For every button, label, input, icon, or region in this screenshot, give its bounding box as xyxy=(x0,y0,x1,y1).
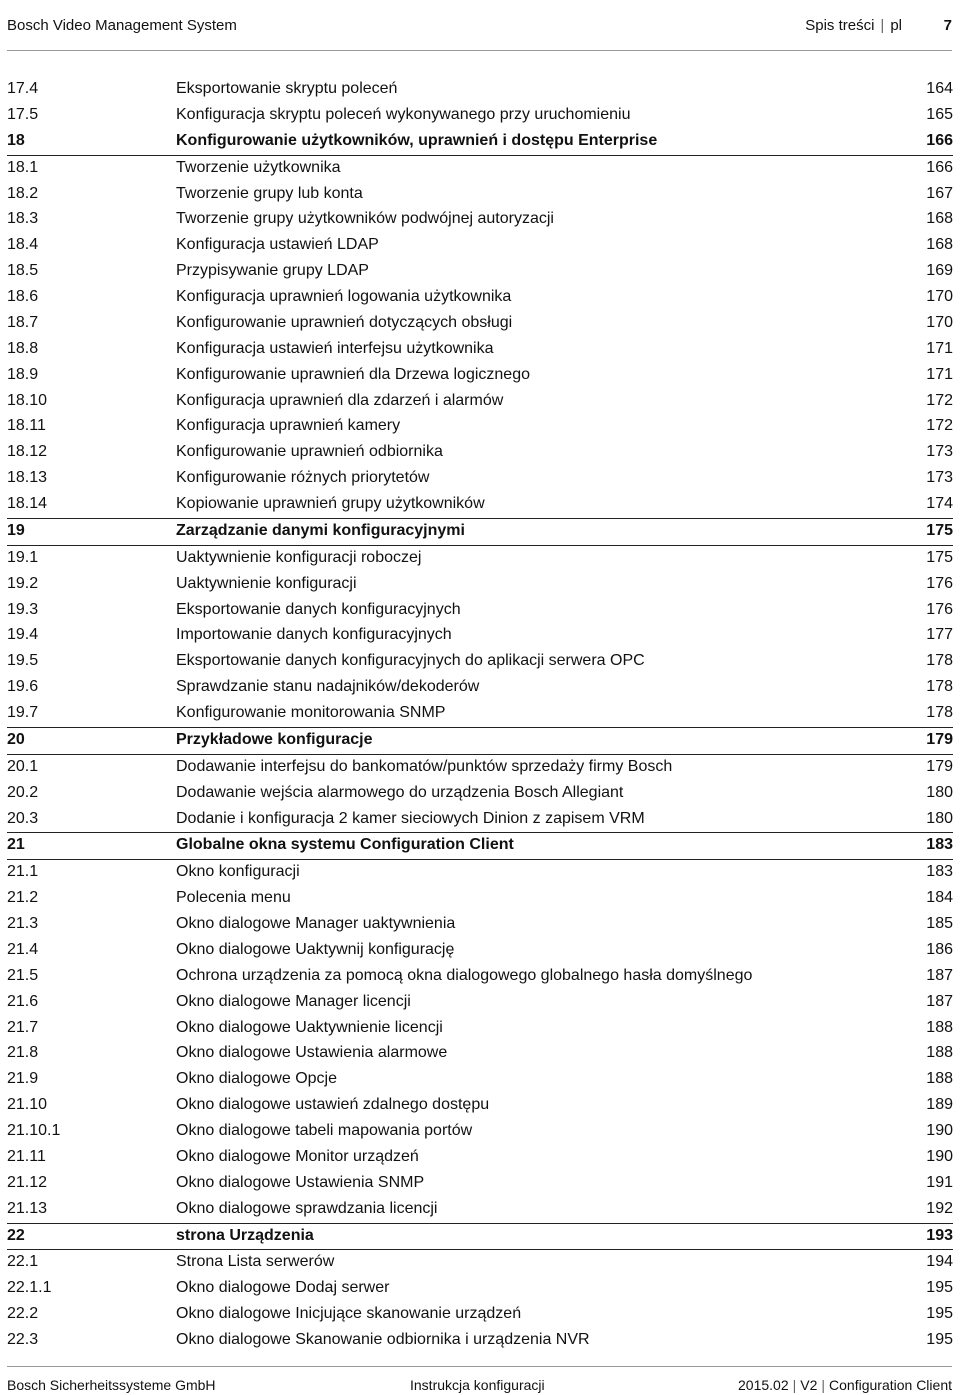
toc-entry-row[interactable] xyxy=(7,990,953,1016)
toc-entry-page[interactable]: 191 xyxy=(926,1173,953,1191)
toc-chapter-row[interactable] xyxy=(7,1224,953,1251)
toc-entry-number: 20.2 xyxy=(7,783,39,801)
toc-entry-page[interactable]: 173 xyxy=(926,469,953,487)
toc-entry-number: 21.11 xyxy=(7,1147,46,1165)
toc-entry-page[interactable]: 165 xyxy=(926,105,953,123)
toc-entry-page[interactable]: 190 xyxy=(926,1147,953,1165)
footer-company: Bosch Sicherheitssysteme GmbH xyxy=(7,1377,216,1393)
toc-entry-row[interactable] xyxy=(7,363,953,389)
toc-entry-page[interactable]: 171 xyxy=(926,365,953,383)
toc-entry-title[interactable]: Okno konfiguracji xyxy=(176,863,300,881)
toc-entry-row[interactable] xyxy=(7,259,953,285)
toc-entry-page[interactable]: 175 xyxy=(926,548,953,566)
toc-entry-number: 18.8 xyxy=(7,339,39,357)
toc-entry-number: 19.4 xyxy=(7,626,39,644)
toc-entry-row[interactable] xyxy=(7,755,953,781)
toc-entry-title[interactable]: Konfiguracja uprawnień dla zdarzeń i alarmów xyxy=(176,391,504,409)
table-of-contents xyxy=(7,77,953,1354)
toc-entry-row[interactable] xyxy=(7,233,953,259)
toc-entry-row[interactable] xyxy=(7,466,953,492)
separator: | xyxy=(792,1377,797,1393)
toc-entry-row[interactable] xyxy=(7,285,953,311)
toc-entry-page[interactable]: 168 xyxy=(926,210,953,228)
toc-entry-page[interactable]: 188 xyxy=(926,1070,953,1088)
toc-entry-row[interactable] xyxy=(7,1171,953,1197)
toc-entry-number: 22.1.1 xyxy=(7,1279,52,1297)
toc-entry-page[interactable]: 190 xyxy=(926,1122,953,1139)
toc-entry-row[interactable] xyxy=(7,781,953,807)
toc-entry-page[interactable]: 193 xyxy=(926,1226,953,1244)
section-label xyxy=(805,17,902,34)
separator: | xyxy=(880,17,885,34)
toc-entry-title[interactable]: Dodawanie wejścia alarmowego do urządzenia Bosch Allegiant xyxy=(176,783,624,801)
toc-entry-row[interactable] xyxy=(7,675,953,701)
toc-entry-page[interactable]: 169 xyxy=(926,262,953,280)
toc-entry-row[interactable] xyxy=(7,1250,953,1276)
toc-entry-row[interactable] xyxy=(7,440,953,466)
toc-entry-title[interactable]: Konfiguracja ustawień LDAP xyxy=(176,236,379,254)
toc-entry-row[interactable] xyxy=(7,389,953,415)
toc-entry-title[interactable]: Eksportowanie skryptu poleceń xyxy=(176,80,398,97)
toc-entry-page[interactable]: 178 xyxy=(926,678,953,696)
toc-entry-title[interactable]: Eksportowanie danych konfiguracyjnych do aplikacji serwera OPC xyxy=(176,652,645,670)
toc-entry-number: 21.12 xyxy=(7,1173,48,1191)
toc-entry-title[interactable]: Okno dialogowe Dodaj serwer xyxy=(176,1279,390,1297)
toc-entry-row[interactable] xyxy=(7,701,953,728)
toc-entry-row[interactable] xyxy=(7,623,953,649)
toc-entry-page[interactable]: 176 xyxy=(926,574,953,592)
toc-entry-page[interactable]: 170 xyxy=(926,288,953,305)
toc-entry-row[interactable] xyxy=(7,1328,953,1354)
toc-entry-title[interactable]: Globalne okna systemu Configuration Client xyxy=(176,836,514,854)
toc-entry-page[interactable]: 178 xyxy=(926,652,953,670)
toc-entry-row[interactable] xyxy=(7,938,953,964)
toc-entry-number: 21.10 xyxy=(7,1096,48,1114)
toc-entry-number: 18.1 xyxy=(7,158,39,176)
footer-version-number: V2 xyxy=(800,1377,818,1393)
toc-entry-row[interactable] xyxy=(7,1302,953,1328)
toc-entry-title[interactable]: Polecenia menu xyxy=(176,889,291,907)
toc-entry-title[interactable]: Tworzenie użytkownika xyxy=(176,158,341,176)
toc-entry-number: 18.6 xyxy=(7,288,39,305)
toc-entry-number: 21.1 xyxy=(7,863,39,881)
toc-entry-title[interactable]: Okno dialogowe Ustawienia SNMP xyxy=(176,1173,425,1191)
toc-entry-number: 18.14 xyxy=(7,495,48,512)
toc-entry-number: 20.3 xyxy=(7,809,39,827)
toc-entry-page[interactable]: 177 xyxy=(926,626,953,644)
toc-entry-title[interactable]: Konfigurowanie różnych priorytetów xyxy=(176,469,430,487)
toc-entry-number: 20 xyxy=(7,730,25,748)
toc-entry-page[interactable]: 179 xyxy=(926,730,953,748)
toc-entry-title[interactable]: Okno dialogowe Opcje xyxy=(176,1070,337,1088)
toc-entry-title[interactable]: Eksportowanie danych konfiguracyjnych xyxy=(176,600,461,618)
toc-entry-row[interactable] xyxy=(7,103,953,129)
toc-entry-row[interactable] xyxy=(7,207,953,233)
toc-entry-row[interactable] xyxy=(7,182,953,208)
toc-entry-page[interactable]: 185 xyxy=(926,915,953,932)
toc-entry-number: 18.9 xyxy=(7,365,39,383)
toc-entry-page[interactable]: 183 xyxy=(926,863,953,881)
toc-entry-page[interactable]: 183 xyxy=(926,836,953,854)
toc-entry-number: 21.4 xyxy=(7,940,39,958)
toc-entry-page[interactable]: 180 xyxy=(926,809,953,827)
toc-entry-title[interactable]: Okno dialogowe Uaktywnienie licencji xyxy=(176,1018,443,1036)
toc-entry-title[interactable]: Okno dialogowe tabeli mapowania portów xyxy=(176,1122,473,1139)
toc-entry-row[interactable] xyxy=(7,807,953,834)
toc-entry-number: 21 xyxy=(7,836,25,854)
toc-entry-title[interactable]: strona Urządzenia xyxy=(176,1226,314,1244)
toc-entry-title[interactable]: Konfigurowanie uprawnień odbiornika xyxy=(176,443,443,461)
toc-entry-number: 21.9 xyxy=(7,1070,39,1088)
toc-entry-number: 17.5 xyxy=(7,105,39,123)
footer-version xyxy=(738,1377,952,1393)
toc-entry-number: 21.10.1 xyxy=(7,1122,61,1139)
toc-entry-number: 18.3 xyxy=(7,210,39,228)
toc-entry-page[interactable]: 172 xyxy=(926,417,953,435)
toc-entry-title[interactable]: Konfigurowanie monitorowania SNMP xyxy=(176,704,446,721)
toc-entry-number: 21.2 xyxy=(7,889,39,907)
toc-entry-page[interactable]: 179 xyxy=(926,757,953,775)
toc-entry-title[interactable]: Uaktywnienie konfiguracji roboczej xyxy=(176,548,422,566)
toc-entry-page[interactable]: 166 xyxy=(926,158,953,176)
toc-entry-number: 21.8 xyxy=(7,1044,39,1062)
toc-entry-number: 22.1 xyxy=(7,1253,39,1271)
toc-entry-row[interactable] xyxy=(7,311,953,337)
toc-entry-title[interactable]: Konfigurowanie uprawnień dla Drzewa logicznego xyxy=(176,365,530,383)
toc-entry-page[interactable]: 188 xyxy=(926,1018,953,1036)
toc-entry-page[interactable]: 168 xyxy=(926,236,953,254)
toc-entry-row[interactable] xyxy=(7,1197,953,1224)
toc-entry-page[interactable]: 176 xyxy=(926,600,953,618)
toc-entry-number: 22.3 xyxy=(7,1331,39,1348)
toc-chapter-row[interactable] xyxy=(7,728,953,755)
toc-entry-title[interactable]: Okno dialogowe Inicjujące skanowanie urządzeń xyxy=(176,1305,522,1323)
toc-entry-title[interactable]: Dodawanie interfejsu do bankomatów/punktów sprzedaży firmy Bosch xyxy=(176,757,673,775)
toc-entry-title[interactable]: Importowanie danych konfiguracyjnych xyxy=(176,626,452,644)
toc-entry-row[interactable] xyxy=(7,1276,953,1302)
toc-entry-number: 19.5 xyxy=(7,652,39,670)
toc-entry-page[interactable]: 195 xyxy=(926,1331,953,1348)
toc-entry-row[interactable] xyxy=(7,649,953,675)
toc-entry-row[interactable] xyxy=(7,572,953,598)
toc-entry-number: 19.7 xyxy=(7,704,39,721)
toc-entry-page[interactable]: 170 xyxy=(926,313,953,331)
toc-entry-page[interactable]: 173 xyxy=(926,443,953,461)
toc-entry-row[interactable] xyxy=(7,492,953,519)
toc-entry-number: 19.6 xyxy=(7,678,39,696)
toc-entry-title[interactable]: Przykładowe konfiguracje xyxy=(176,730,373,748)
document-title: Bosch Video Management System xyxy=(7,17,237,34)
toc-entry-number: 18.7 xyxy=(7,313,39,331)
toc-entry-number: 17.4 xyxy=(7,80,39,97)
toc-entry-title[interactable]: Konfigurowanie użytkowników, uprawnień i dostępu Enterprise xyxy=(176,131,658,149)
toc-entry-number: 21.6 xyxy=(7,992,39,1010)
toc-entry-page[interactable]: 175 xyxy=(926,521,953,539)
toc-entry-page[interactable]: 188 xyxy=(926,1044,953,1062)
toc-entry-title[interactable]: Okno dialogowe sprawdzania licencji xyxy=(176,1199,438,1217)
toc-entry-page[interactable]: 167 xyxy=(926,184,953,202)
toc-entry-page[interactable]: 194 xyxy=(926,1253,953,1271)
toc-entry-row[interactable] xyxy=(7,860,953,886)
toc-entry-number: 18.5 xyxy=(7,262,39,280)
toc-entry-title[interactable]: Strona Lista serwerów xyxy=(176,1253,335,1271)
toc-chapter-row[interactable] xyxy=(7,519,953,546)
toc-entry-number: 18.2 xyxy=(7,184,39,202)
toc-entry-title[interactable]: Konfiguracja ustawień interfejsu użytkownika xyxy=(176,339,494,357)
toc-entry-title[interactable]: Zarządzanie danymi konfiguracyjnymi xyxy=(176,521,465,539)
toc-entry-row[interactable] xyxy=(7,886,953,912)
language-code: pl xyxy=(890,17,902,34)
toc-entry-number: 22.2 xyxy=(7,1305,39,1323)
toc-entry-row[interactable] xyxy=(7,156,953,182)
toc-entry-title[interactable]: Okno dialogowe Manager uaktywnienia xyxy=(176,915,456,932)
toc-entry-number: 21.13 xyxy=(7,1199,48,1217)
toc-entry-row[interactable] xyxy=(7,598,953,624)
toc-entry-number: 18 xyxy=(7,131,25,149)
toc-entry-row[interactable] xyxy=(7,1119,953,1145)
toc-entry-number: 19.1 xyxy=(7,548,39,566)
toc-entry-page[interactable]: 166 xyxy=(926,131,953,149)
toc-entry-title[interactable]: Tworzenie grupy użytkowników podwójnej autoryzacji xyxy=(176,210,554,228)
toc-entry-title[interactable]: Sprawdzanie stanu nadajników/dekoderów xyxy=(176,678,480,696)
toc-entry-title[interactable]: Okno dialogowe Uaktywnij konfigurację xyxy=(176,940,455,958)
toc-entry-row[interactable] xyxy=(7,414,953,440)
separator: | xyxy=(821,1377,826,1393)
toc-entry-title[interactable]: Tworzenie grupy lub konta xyxy=(176,184,363,202)
toc-entry-row[interactable] xyxy=(7,546,953,572)
toc-entry-title[interactable]: Konfiguracja skryptu poleceń wykonywanego przy uruchomieniu xyxy=(176,105,631,123)
toc-entry-number: 22 xyxy=(7,1226,25,1244)
toc-entry-number: 21.7 xyxy=(7,1018,39,1036)
toc-entry-number: 21.5 xyxy=(7,966,39,984)
toc-entry-number: 18.10 xyxy=(7,391,48,409)
toc-entry-page[interactable]: 187 xyxy=(926,992,953,1010)
toc-entry-page[interactable]: 195 xyxy=(926,1279,953,1297)
toc-entry-number: 19.3 xyxy=(7,600,39,618)
toc-entry-page[interactable]: 189 xyxy=(926,1096,953,1114)
toc-entry-title[interactable]: Okno dialogowe Monitor urządzeń xyxy=(176,1147,419,1165)
toc-entry-row[interactable] xyxy=(7,912,953,938)
toc-entry-title[interactable]: Ochrona urządzenia za pomocą okna dialogowego globalnego hasła domyślnego xyxy=(176,966,753,984)
toc-entry-page[interactable]: 195 xyxy=(926,1305,953,1323)
toc-entry-title[interactable]: Okno dialogowe Skanowanie odbiornika i urządzenia NVR xyxy=(176,1331,590,1348)
toc-entry-page[interactable]: 186 xyxy=(926,940,953,958)
toc-entry-page[interactable]: 174 xyxy=(926,495,953,512)
toc-entry-title[interactable]: Uaktywnienie konfiguracji xyxy=(176,574,357,592)
section-name: Spis treści xyxy=(805,17,875,34)
toc-entry-title[interactable]: Konfiguracja uprawnień logowania użytkownika xyxy=(176,288,512,305)
toc-entry-number: 18.4 xyxy=(7,236,39,254)
toc-entry-row[interactable] xyxy=(7,1067,953,1093)
toc-entry-title[interactable]: Konfigurowanie uprawnień dotyczących obsługi xyxy=(176,313,513,331)
page-number: 7 xyxy=(943,17,952,34)
toc-entry-page[interactable]: 164 xyxy=(926,80,953,97)
footer-manual-name: Instrukcja konfiguracji xyxy=(410,1377,545,1393)
toc-entry-title[interactable]: Konfiguracja uprawnień kamery xyxy=(176,417,401,435)
toc-entry-page[interactable]: 192 xyxy=(926,1199,953,1217)
toc-entry-title[interactable]: Okno dialogowe ustawień zdalnego dostępu xyxy=(176,1096,490,1114)
toc-entry-row[interactable] xyxy=(7,1093,953,1119)
toc-entry-page[interactable]: 184 xyxy=(926,889,953,907)
toc-entry-row[interactable] xyxy=(7,964,953,990)
footer-date: 2015.02 xyxy=(738,1377,789,1393)
page-footer xyxy=(7,1366,952,1395)
toc-entry-page[interactable]: 172 xyxy=(926,391,953,409)
toc-entry-title[interactable]: Okno dialogowe Manager licencji xyxy=(176,992,411,1010)
toc-entry-number: 21.3 xyxy=(7,915,39,932)
page-header xyxy=(7,0,952,51)
toc-entry-row[interactable] xyxy=(7,1145,953,1171)
toc-entry-number: 20.1 xyxy=(7,757,39,775)
toc-entry-page[interactable]: 187 xyxy=(926,966,953,984)
toc-entry-row[interactable] xyxy=(7,337,953,363)
toc-entry-title[interactable]: Przypisywanie grupy LDAP xyxy=(176,262,369,280)
toc-entry-title[interactable]: Dodanie i konfiguracja 2 kamer sieciowych Dinion z zapisem VRM xyxy=(176,809,645,827)
toc-chapter-row[interactable] xyxy=(7,129,953,156)
toc-chapter-row[interactable] xyxy=(7,833,953,860)
toc-entry-number: 19 xyxy=(7,521,25,539)
toc-entry-row[interactable] xyxy=(7,1016,953,1042)
toc-entry-number: 18.12 xyxy=(7,443,48,461)
toc-entry-number: 18.11 xyxy=(7,417,46,435)
toc-entry-number: 18.13 xyxy=(7,469,48,487)
toc-entry-number: 19.2 xyxy=(7,574,39,592)
toc-entry-page[interactable]: 171 xyxy=(926,339,953,357)
toc-entry-title[interactable]: Okno dialogowe Ustawienia alarmowe xyxy=(176,1044,448,1062)
toc-entry-row[interactable] xyxy=(7,77,953,103)
toc-entry-page[interactable]: 180 xyxy=(926,783,953,801)
footer-product: Configuration Client xyxy=(829,1377,952,1393)
toc-entry-page[interactable]: 178 xyxy=(926,704,953,721)
toc-entry-row[interactable] xyxy=(7,1041,953,1067)
toc-entry-title[interactable]: Kopiowanie uprawnień grupy użytkowników xyxy=(176,495,485,512)
